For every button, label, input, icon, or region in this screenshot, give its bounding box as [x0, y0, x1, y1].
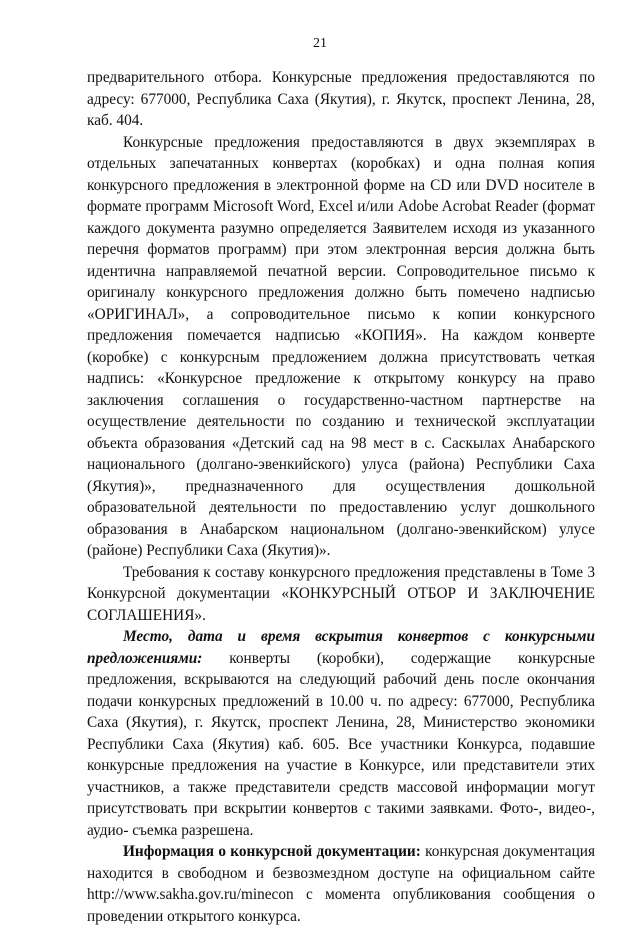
text-line: СОГЛАШЕНИЯ». [87, 605, 595, 627]
bold-heading-line: Место, дата и время вскрытия конвертов с конкурсными [87, 626, 595, 648]
text-line: Требования к составу конкурсного предложения представлены в Томе 3 [87, 562, 595, 584]
text-line: Республики Саха (Якутия) каб. 605. Все участники Конкурса, подавшие [87, 734, 595, 756]
text-line: Конкурсные предложения предоставляются в двух экземплярах в [87, 132, 595, 154]
text-line: http://www.sakha.gov.ru/minecon с момента опубликования сообщения о [87, 884, 595, 906]
text-line: проведении открытого конкурса. [87, 906, 595, 927]
text-line: находится в свободном и безвозмездном доступе на официальном сайте [87, 863, 595, 885]
text-line: конкурсного предложения в электронной форме на CD или DVD носителе в [87, 175, 595, 197]
text-line [87, 841, 595, 863]
text-line: каб. 404. [87, 110, 595, 132]
text-line: образовательной деятельности по предоставлению услуг дошкольного [87, 497, 595, 519]
text-line: предварительного отбора. Конкурсные предложения предоставляются по [87, 67, 595, 89]
text-line: предложения помечается надписью «КОПИЯ». На каждом конверте [87, 325, 595, 347]
text-line: заключения соглашения о государственно-частном партнерстве на [87, 390, 595, 412]
text-line: каждого документа разумно определяется Заявителем исходя из указанного [87, 218, 595, 240]
text-line: присутствовать при вскрытии конвертов с такими заявками. Фото-, видео-, [87, 798, 595, 820]
body-text [87, 67, 595, 927]
text-line: образования в Анабарском национальном (долгано-эвенкийском) улусе [87, 519, 595, 541]
text-line: отдельных запечатанных конвертах (коробках) и одна полная копия [87, 153, 595, 175]
inline-text: конкурсная документация [421, 843, 595, 860]
text-line [87, 648, 595, 670]
text-line: аудио- съемка разрешена. [87, 820, 595, 842]
text-line: идентична направляемой печатной версии. Сопроводительное письмо к [87, 261, 595, 283]
text-line: осуществление деятельности по созданию и технической эксплуатации [87, 411, 595, 433]
text-line: объекта образования «Детский сад на 98 мест в с. Саскылах Анабарского [87, 433, 595, 455]
text-line: формате программ Microsoft Word, Excel и/или Adobe Acrobat Reader (формат [87, 196, 595, 218]
text-line: (коробке) с конкурсным предложением должна присутствовать четкая [87, 347, 595, 369]
inline-heading: предложениями: [87, 650, 202, 667]
text-line: «ОРИГИНАЛ», а сопроводительное письмо к копии конкурсного [87, 304, 595, 326]
inline-text: конверты (коробки), содержащие конкурсные [202, 650, 595, 667]
text-line: адресу: 677000, Республика Саха (Якутия), г. Якутск, проспект Ленина, 28, [87, 89, 595, 111]
text-line: (районе) Республики Саха (Якутия)». [87, 540, 595, 562]
text-line: предложения, вскрываются на следующий рабочий день после окончания [87, 669, 595, 691]
text-line: (Якутия)», предназначенного для осуществления дошкольной [87, 476, 595, 498]
text-line: национального (долгано-эвенкийского) улуса (района) Республики Саха [87, 454, 595, 476]
text-line: участников, а также представители средств массовой информации могут [87, 777, 595, 799]
text-line: Конкурсной документации «КОНКУРСНЫЙ ОТБОР И ЗАКЛЮЧЕНИЕ [87, 583, 595, 605]
text-line: перечня форматов программ) при этом электронная версия должна быть [87, 239, 595, 261]
inline-heading: Информация о конкурсной документации: [123, 843, 421, 860]
page-number: 21 [0, 36, 640, 52]
text-line: оригиналу конкурсного предложения должно быть помечено надписью [87, 282, 595, 304]
text-line: надпись: «Конкурсное предложение к открытому конкурсу на право [87, 368, 595, 390]
text-line: Саха (Якутия), г. Якутск, проспект Ленина, 28, Министерство экономики [87, 712, 595, 734]
text-line: конкурсные предложения на участие в Конкурсе, или представители этих [87, 755, 595, 777]
text-line: подачи конкурсных предложений в 10.00 ч. по адресу: 677000, Республика [87, 691, 595, 713]
